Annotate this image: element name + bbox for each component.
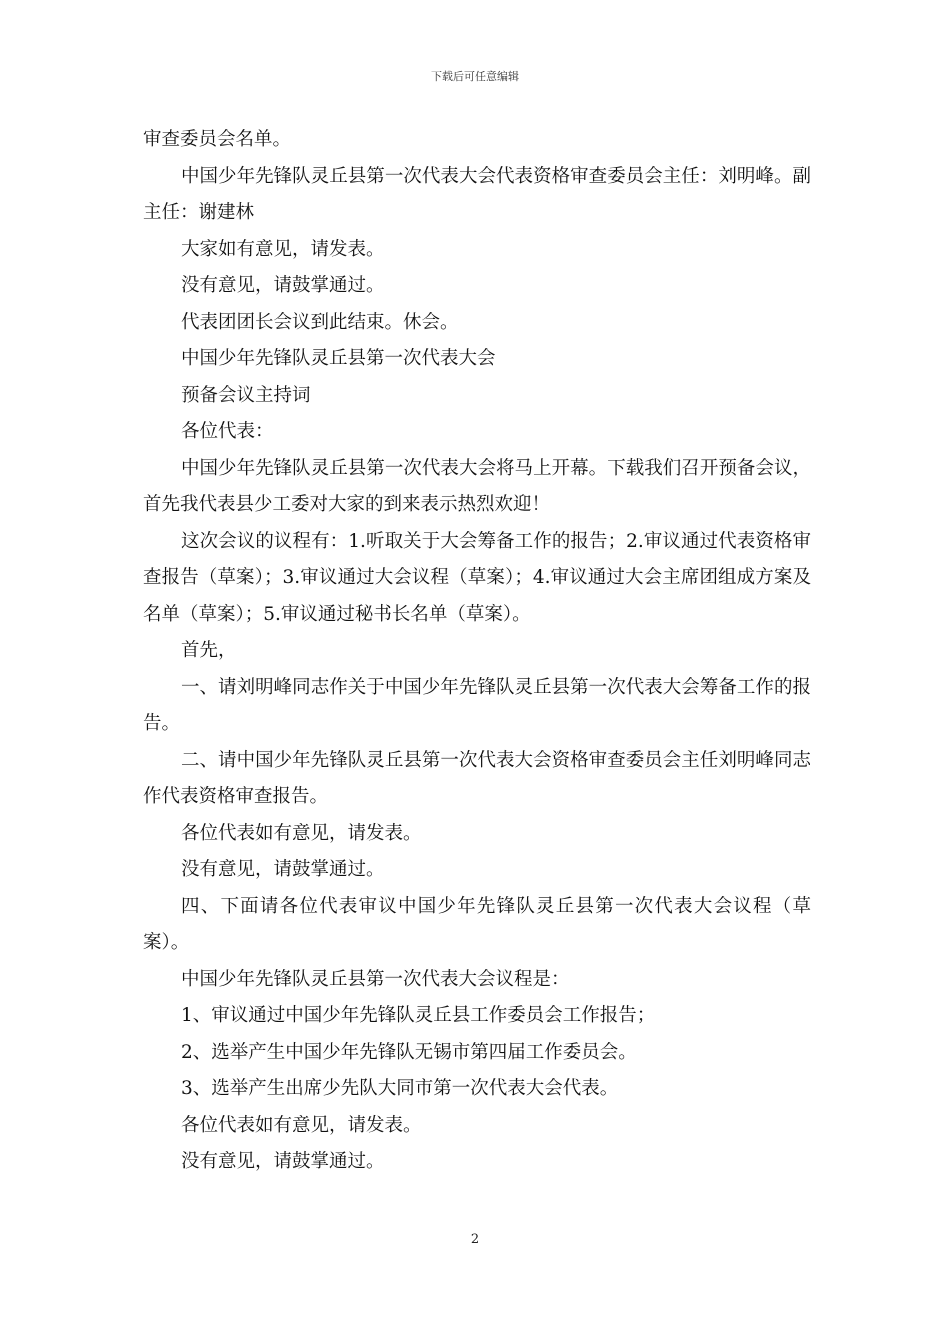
paragraph: 中国少年先锋队灵丘县第一次代表大会将马上开幕。下载我们召开预备会议，首先我代表县少工委对大家的到来表示热烈欢迎！ xyxy=(143,457,811,515)
paragraph: 审查委员会名单。 xyxy=(143,129,292,150)
paragraph: 各位代表如有意见，请发表。 xyxy=(181,1114,422,1136)
paragraph: 1、审议通过中国少年先锋队灵丘县工作委员会工作报告； xyxy=(181,1005,656,1026)
paragraph: 这次会议的议程有：1.听取关于大会筹备工作的报告；2.审议通过代表资格审查报告（草案）；3.审议通过大会议程（草案）；4.审议通过大会主席团组成方案及名单（草案）；5.审议通过秘书长名单（草案）。 xyxy=(143,530,811,625)
paragraph: 首先， xyxy=(181,640,237,661)
paragraph: 大家如有意见，请发表。 xyxy=(181,238,385,260)
paragraph: 预备会议主持词 xyxy=(181,384,311,406)
paragraph: 中国少年先锋队灵丘县第一次代表大会代表资格审查委员会主任：刘明峰。副主任：谢建林 xyxy=(143,165,811,223)
paragraph: 各位代表： xyxy=(181,421,274,442)
paragraph: 2、选举产生中国少年先锋队无锡市第四届工作委员会。 xyxy=(181,1041,637,1063)
page-number: 2 xyxy=(470,1232,480,1247)
paragraph: 3、选举产生出席少先队大同市第一次代表大会代表。 xyxy=(181,1078,619,1099)
paragraph: 中国少年先锋队灵丘县第一次代表大会 xyxy=(181,348,496,369)
paragraph: 没有意见，请鼓掌通过。 xyxy=(181,859,385,880)
paragraph: 没有意见，请鼓掌通过。 xyxy=(181,1151,385,1172)
paragraph: 二、请中国少年先锋队灵丘县第一次代表大会资格审查委员会主任刘明峰同志作代表资格审查报告。 xyxy=(143,749,811,807)
paragraph: 四、下面请各位代表审议中国少年先锋队灵丘县第一次代表大会议程（草案）。 xyxy=(143,895,811,953)
paragraph: 各位代表如有意见，请发表。 xyxy=(181,822,422,844)
paragraph: 一、请刘明峰同志作关于中国少年先锋队灵丘县第一次代表大会筹备工作的报告。 xyxy=(143,676,811,734)
document-body xyxy=(143,122,811,1181)
paragraph: 中国少年先锋队灵丘县第一次代表大会议程是： xyxy=(181,968,570,990)
page-header: 下载后可任意编辑 xyxy=(431,70,519,83)
paragraph: 没有意见，请鼓掌通过。 xyxy=(181,275,385,296)
paragraph: 代表团团长会议到此结束。休会。 xyxy=(181,311,459,333)
